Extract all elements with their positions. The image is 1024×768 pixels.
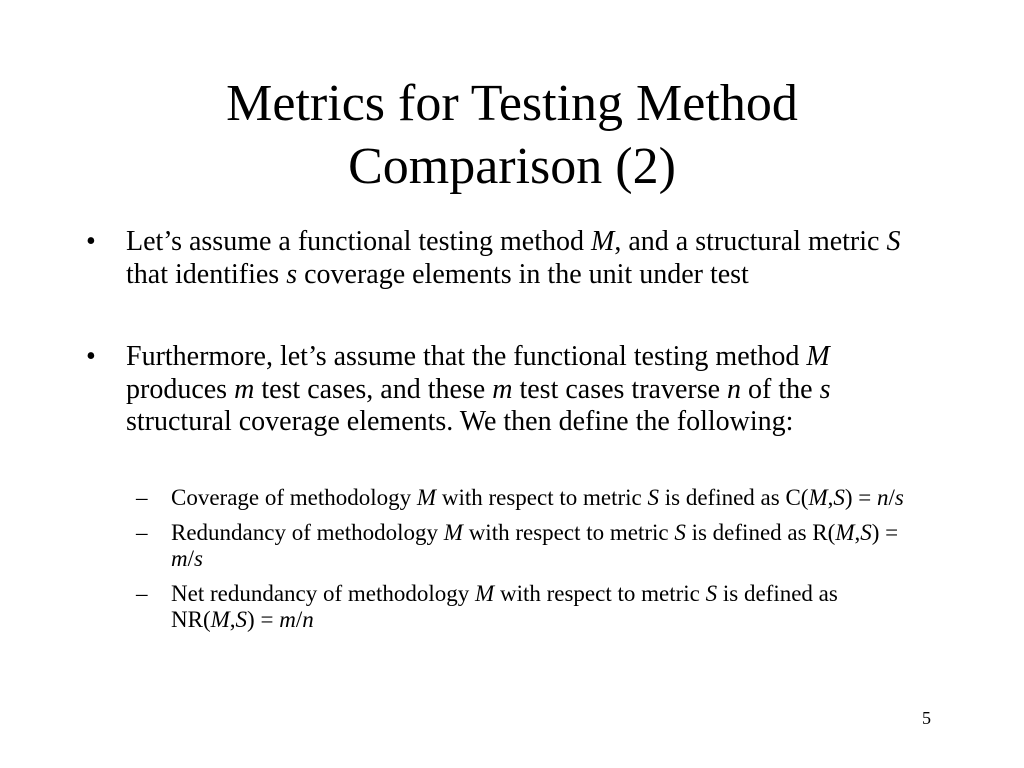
bullet-spacer (86, 291, 926, 341)
bullet-list (86, 226, 926, 642)
sub-bullet-list (86, 485, 926, 633)
bullet-text: Let’s assume a functional testing method M, and a structural metric S that identifies s coverage elements in the unit under test (126, 226, 901, 290)
bullet-marker: • (86, 226, 96, 257)
slide-title (100, 72, 924, 198)
sub-bullet-marker: – (136, 580, 148, 606)
page-number: 5 (922, 708, 931, 728)
sub-bullet-marker: – (136, 519, 148, 545)
bullet-text: Furthermore, let’s assume that the functional testing method M produces m test cases, and these m test cases traverse n of the s structural coverage elements. We then define the following: (126, 341, 831, 437)
sub-bullet-text: Coverage of methodology M with respect to metric S is defined as C(M,S) = n/s (171, 484, 904, 510)
bullet-marker: • (86, 341, 96, 372)
sub-item-redundancy (86, 520, 926, 572)
sub-item-net-redundancy (86, 581, 926, 633)
sub-bullet-marker: – (136, 484, 148, 510)
slide-title-line-2: Comparison (2) (348, 138, 676, 195)
bullet-item-assumption (86, 226, 926, 291)
sub-bullet-text: Redundancy of methodology M with respect to metric S is defined as R(M,S) = m/s (171, 519, 899, 571)
sub-bullet-text: Net redundancy of methodology M with respect to metric S is defined as NR(M,S) = m/n (171, 580, 838, 632)
slide-title-line-1: Metrics for Testing Method (226, 75, 798, 132)
bullet-item-furthermore (86, 341, 926, 439)
sub-item-coverage (86, 485, 926, 511)
